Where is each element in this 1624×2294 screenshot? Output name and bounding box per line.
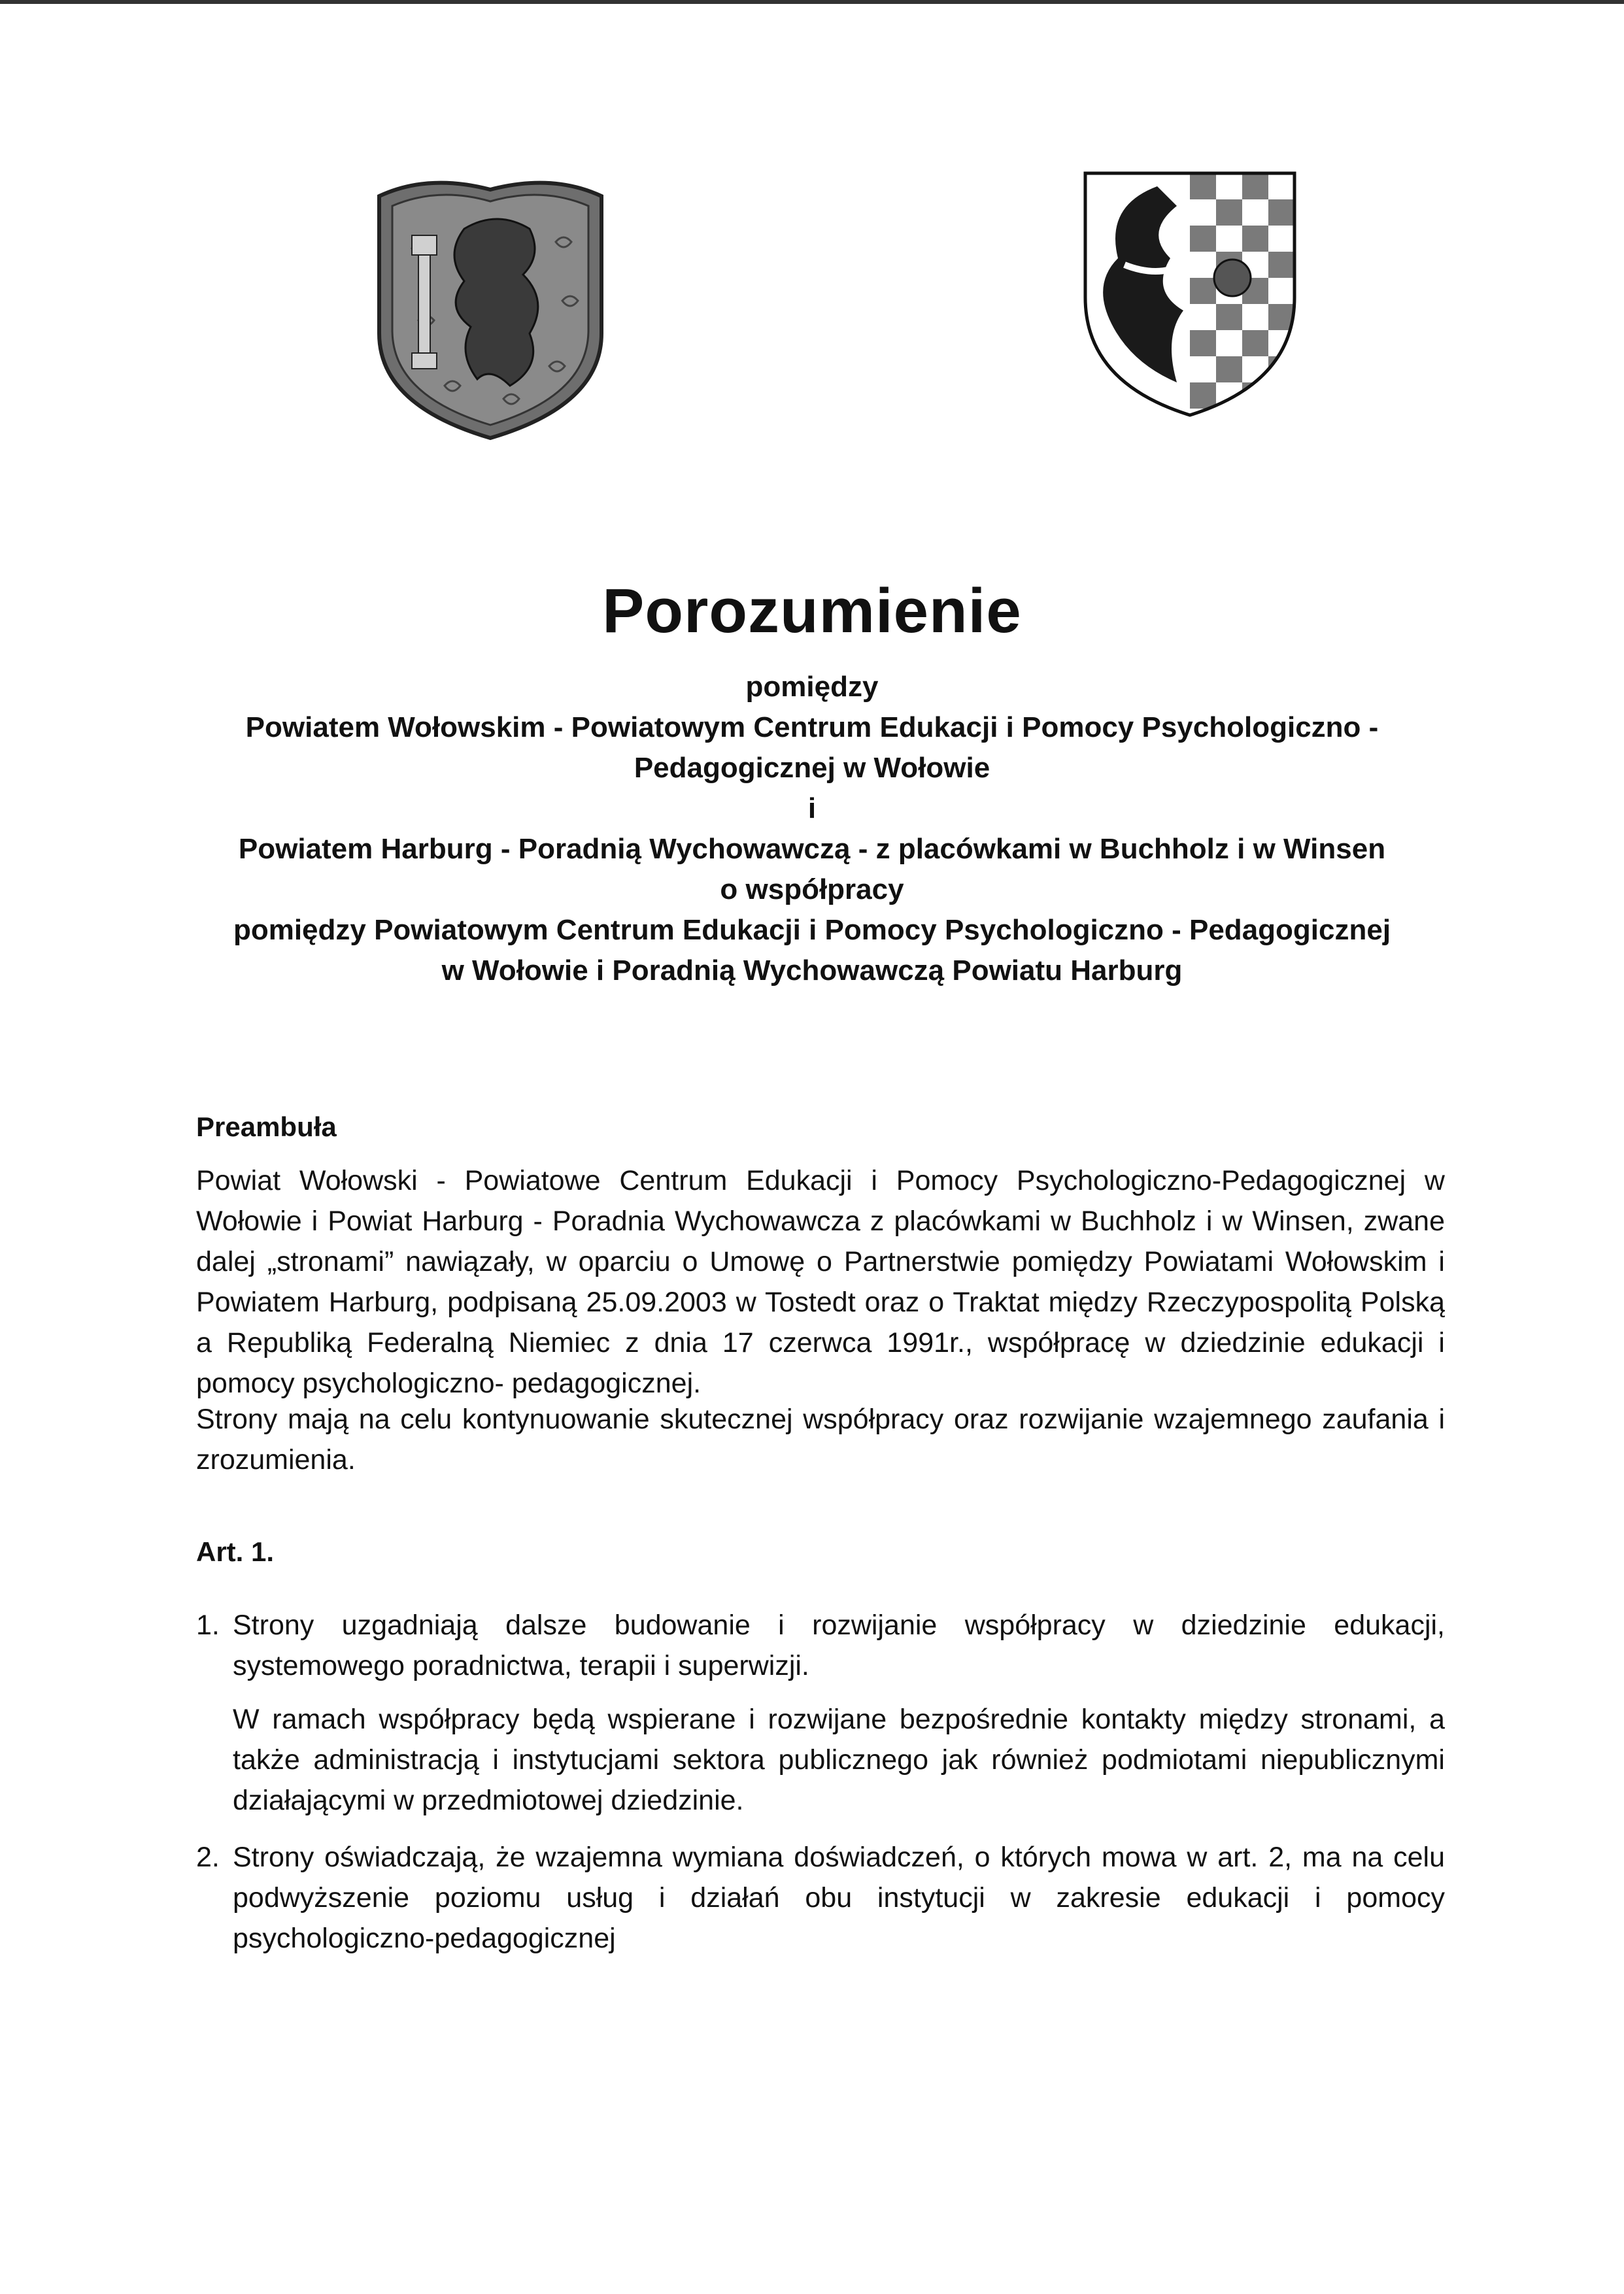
item-paragraph: Strony oświadczają, że wzajemna wymiana doświadczeń, o których mowa w art. 2, ma na celu podwyższenie poziomu usług i działań obu instytucji w zakresie edukacji i pomocy psychologiczno-pedagogicznej bbox=[233, 1842, 1445, 1954]
heading-line: pomiędzy bbox=[745, 671, 879, 703]
item-paragraph: Strony uzgadniają dalsze budowanie i rozwijanie współpracy w dziedzinie edukacji, systemowego poradnictwa, terapii i superwizji. bbox=[233, 1610, 1445, 1681]
item-paragraph: W ramach współpracy będą wspierane i rozwijane bezpośrednie kontakty między stronami, a także administracją i instytucjami sektora publicznego jak również podmiotami niepublicznymi działającymi w przedmiotowej dziedzinie. bbox=[233, 1704, 1445, 1816]
heading-line: Pedagogicznej w Wołowie bbox=[634, 752, 990, 784]
preamble-paragraph-1: Powiat Wołowski - Powiatowe Centrum Edukacji i Pomocy Psychologiczno-Pedagogicznej w Wołowie i Powiat Harburg - Poradnia Wychowawcza z placówkami w Buchholz i w Winsen, zwane dalej „stronami” nawiązały, w oparciu o Umowę o Partnerstwie pomiędzy Powiatami Wołowskim i Powiatem Harburg, podpisaną 25.09.2003 w Tostedt oraz o Traktat między Rzeczypospolitą Polską a Republiką Federalną Niemiec z dnia 17 czerwca 1991r., współpracę w dziedzinie edukacji i pomocy psychologiczno- pedagogicznej. bbox=[196, 1165, 1445, 1399]
item-number: 1. bbox=[196, 1610, 220, 1641]
coat-of-arms-left-icon bbox=[366, 170, 615, 445]
article-1-item-2 bbox=[196, 1837, 1445, 1972]
document-title: Porozumienie bbox=[602, 576, 1022, 646]
article-1-item-1 bbox=[196, 1605, 1445, 1834]
heading-line: w Wołowie i Poradnią Wychowawczą Powiatu Harburg bbox=[441, 954, 1183, 987]
heading-line: o współpracy bbox=[720, 873, 904, 905]
article-1-title: Art. 1. bbox=[196, 1536, 275, 1567]
heading-line: i bbox=[807, 792, 817, 824]
coat-of-arms-right-icon bbox=[1079, 167, 1301, 422]
parties-heading bbox=[163, 667, 1461, 869]
heading-line: pomiędzy Powiatowym Centrum Edukacji i Pomocy Psychologiczno - Pedagogicznej bbox=[233, 914, 1391, 946]
item-number: 2. bbox=[196, 1842, 220, 1873]
preamble-paragraph-2: Strony mają na celu kontynuowanie skutecznej współpracy oraz rozwijanie wzajemnego zaufania i zrozumienia. bbox=[196, 1404, 1445, 1476]
subject-heading bbox=[163, 869, 1461, 991]
heading-line: Powiatem Wołowskim - Powiatowym Centrum Edukacji i Pomocy Psychologiczno - bbox=[245, 711, 1379, 743]
preamble-title: Preambuła bbox=[196, 1111, 337, 1142]
heading-line: Powiatem Harburg - Poradnią Wychowawczą - z placówkami w Buchholz i w Winsen bbox=[238, 833, 1386, 865]
scan-top-edge bbox=[0, 0, 1624, 4]
